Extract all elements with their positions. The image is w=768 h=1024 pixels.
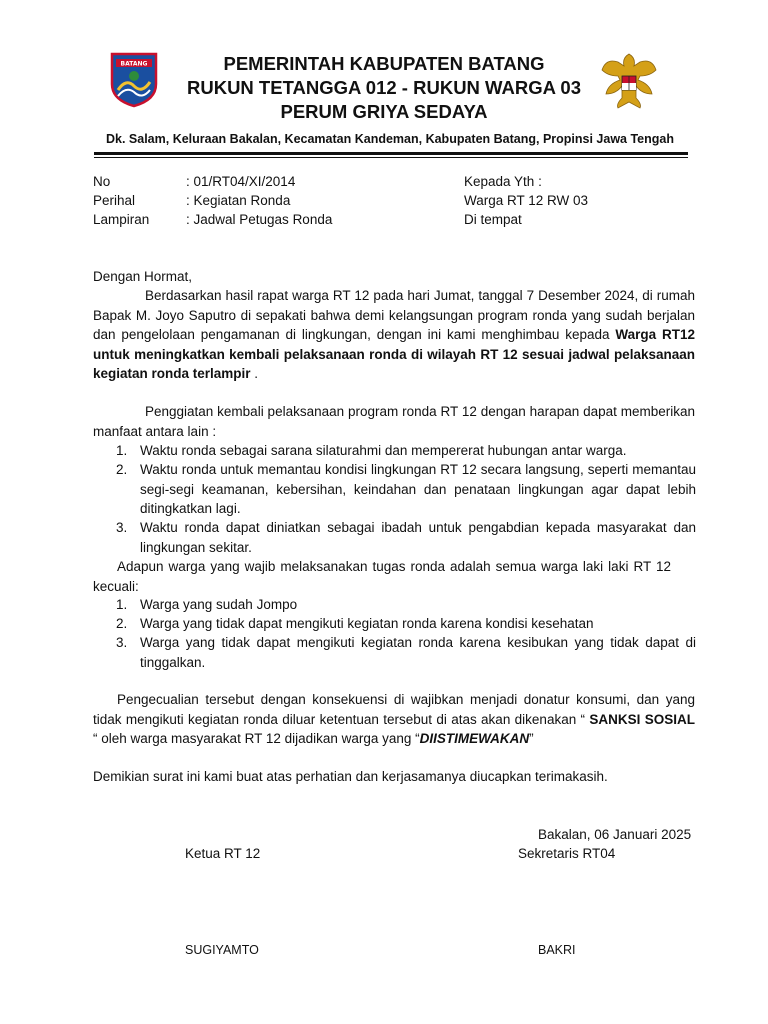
letterhead-line-1: PEMERINTAH KABUPATEN BATANG [223,53,545,74]
left-signatory-title: Ketua RT 12 [185,846,261,861]
meta-lampiran-value: : Jadwal Petugas Ronda [186,212,333,227]
right-signatory-title: Sekretaris RT04 [518,846,616,861]
recipient-line-2: Warga RT 12 RW 03 [464,193,589,208]
recipient-line-3: Di tempat [464,212,522,227]
paragraph-2: Penggiatan kembali pelaksanaan program ronda RT 12 dengan harapan dapat memberikan manfaat antara lain : [93,404,695,439]
logo-label: BATANG [120,60,148,68]
meta-no-label: No [93,174,111,189]
paragraph-4: Pengecualian tersebut dengan konsekuensi di wajibkan menjadi donatur konsumi, dan yang tidak mengikuti kegiatan ronda diluar ketentuan tersebut di atas akan dikenakan “ SANKSI SOSIAL “ oleh warga masyarakat RT 12 dijadikan warga yang “DIISTIMEWAKAN” [93,692,696,746]
paragraph-3: Adapun warga yang wajib melaksanakan tugas ronda adalah semua warga laki laki RT 12 kecuali: [93,559,671,594]
letterhead-line-3: PERUM GRIYA SEDAYA [280,101,488,122]
meta-perihal-label: Perihal [93,193,136,208]
recipient-line-1: Kepada Yth : [464,174,542,189]
letterhead-address: Dk. Salam, Keluraan Bakalan, Kecamatan Kandeman, Kabupaten Batang, Propinsi Jawa Tengah [106,132,674,146]
letterhead-divider [94,152,688,155]
meta-no-value: : 01/RT04/XI/2014 [186,174,296,189]
letterhead-line-2: RUKUN TETANGGA 012 - RUKUN WARGA 03 [186,77,581,98]
right-signatory-name: BAKRI [538,943,576,957]
batang-regency-logo [108,50,160,108]
left-signatory-name: SUGIYAMTO [185,943,259,957]
paragraph-1: Berdasarkan hasil rapat warga RT 12 pada hari Jumat, tanggal 7 Desember 2024, di rumah Bapak M. Joyo Saputro di sepakati bahwa demi kelangsungan program ronda yang sudah berjalan dan pengelolaan pengamanan di lingkungan, dengan ini kami menghimbau kepada Warga RT12 untuk meningkatkan kembali pelaksanaan ronda di wilayah RT 12 sesuai jadwal pelaksanaan kegiatan ronda terlampir . [93,288,695,381]
letterhead-divider-thin [94,157,688,158]
greeting: Dengan Hormat, [93,269,193,284]
closing-sentence: Demikian surat ini kami buat atas perhatian dan kerjasamanya diucapkan terimakasih. [93,769,608,784]
meta-lampiran-label: Lampiran [93,212,150,227]
meta-perihal-value: : Kegiatan Ronda [186,193,291,208]
place-date: Bakalan, 06 Januari 2025 [538,827,692,842]
